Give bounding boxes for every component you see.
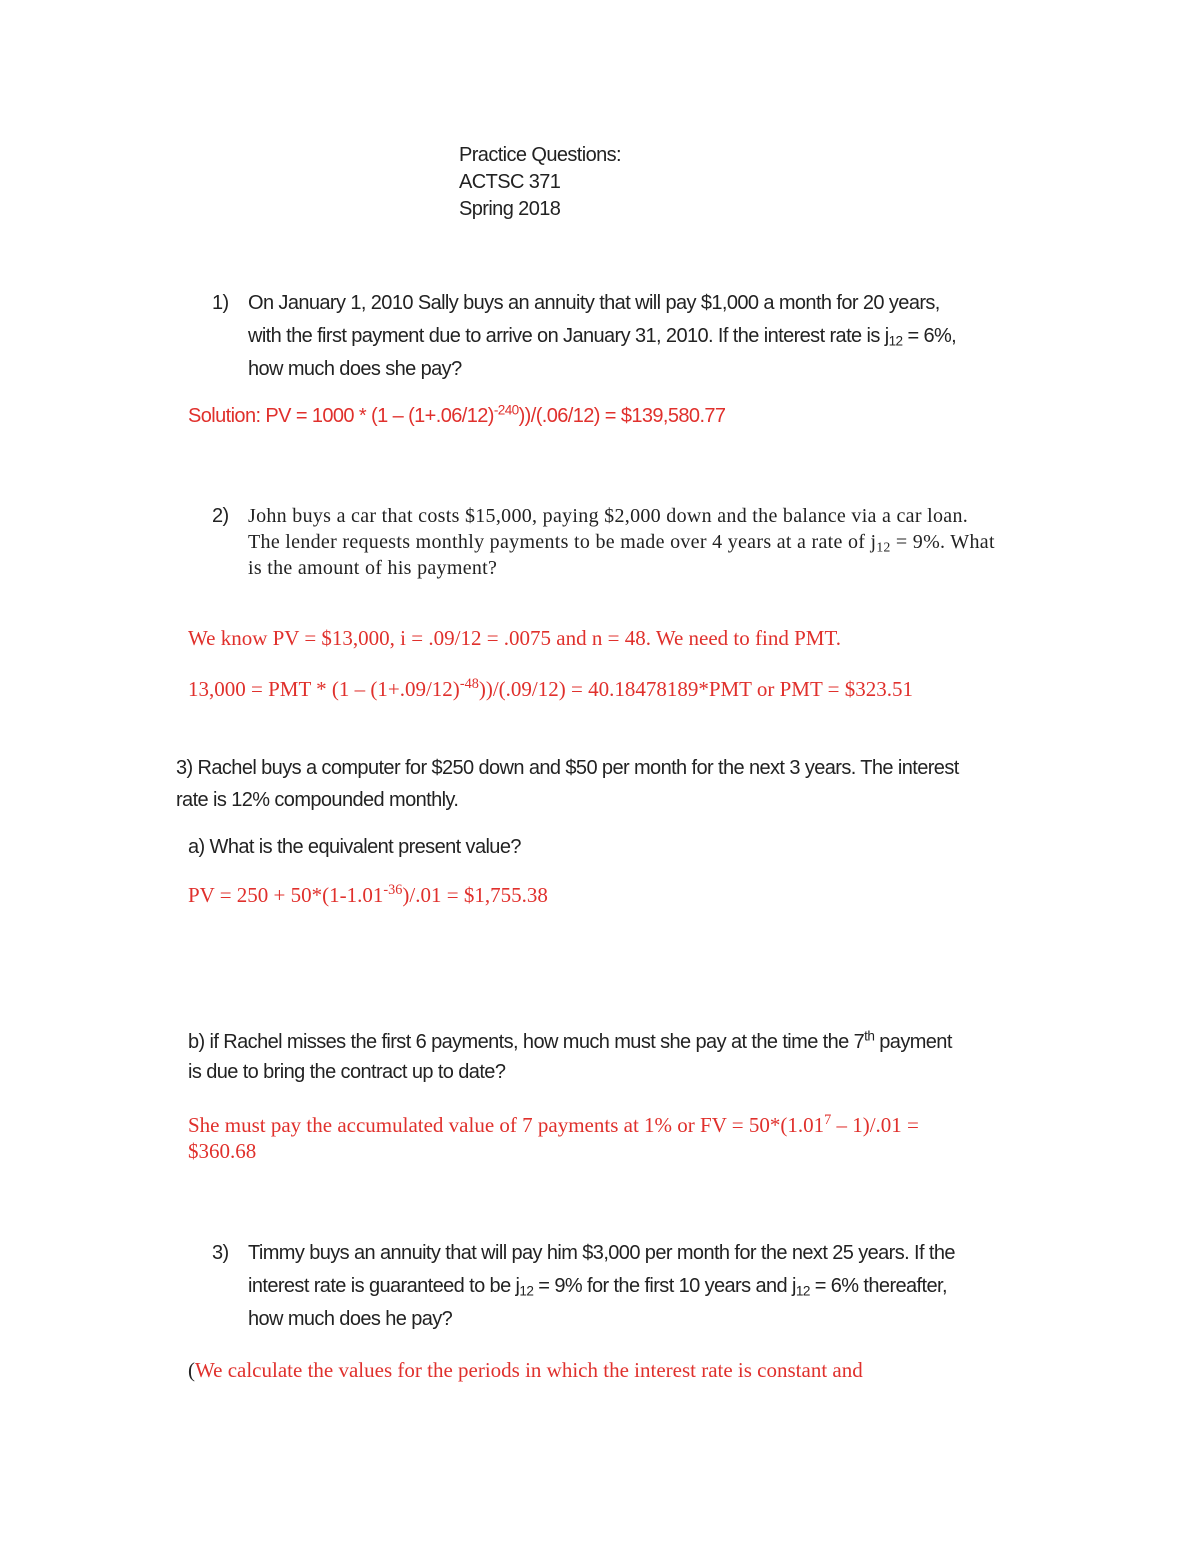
question-number: 1)	[212, 292, 229, 314]
question-number: 2)	[212, 505, 229, 527]
question-text: rate is 12% compounded monthly.	[176, 789, 459, 811]
question-text: interest rate is guaranteed to be $j_{12} = 9\%$ for the first 10 years and $j_{12} = 6\%$ thereafter,	[248, 1275, 947, 1299]
sub-question-b: b) if Rachel misses the first 6 payments, how much must she pay at the time the 7th payment	[188, 1028, 952, 1053]
header-title: Practice Questions:	[459, 144, 622, 166]
solution-text: We know PV = $13,000, i = .09/12 = .0075 and n = 48. We need to find PMT.	[188, 626, 841, 650]
question-text: John buys a car that costs $15,000, paying $2,000 down and the balance via a car loan.	[248, 505, 969, 527]
solution-text: $360.68	[188, 1139, 257, 1163]
question-number: 3)	[212, 1242, 229, 1264]
header-course: ACTSC 371	[459, 171, 561, 193]
question-text: how much does he pay?	[248, 1308, 453, 1330]
question-text: is the amount of his payment?	[248, 557, 498, 579]
question-text: Timmy buys an annuity that will pay him $3,000 per month for the next 25 years. If the	[248, 1242, 955, 1264]
solution-text: She must pay the accumulated value of 7 payments at 1% or FV = $50*(1.01^7 - 1)/.01$ =	[188, 1112, 919, 1137]
sub-question-a: a) What is the equivalent present value?	[188, 836, 521, 858]
header-term: Spring 2018	[459, 198, 561, 220]
solution-text: (We calculate the values for the periods in which the interest rate is constant and	[188, 1358, 863, 1382]
question-text: On January 1, 2010 Sally buys an annuity that will pay $1,000 a month for 20 years,	[248, 292, 940, 314]
solution-text: Solution: PV = $1000 * (1 - (1+.06/12)^{-240}))/(.06/12)$ = $139,580.77	[188, 402, 726, 427]
sub-question-b: is due to bring the contract up to date?	[188, 1061, 506, 1083]
question-text: how much does she pay?	[248, 358, 462, 380]
solution-text: PV = $250 + 50*(1-1.01^{-36})/.01$ = $1,755.38	[188, 882, 548, 907]
question-text: 3) Rachel buys a computer for $250 down and $50 per month for the next 3 years. The interest	[176, 757, 959, 779]
solution-text: 13,000 = PMT * $(1 - (1+.09/12)^{-48}))/(.09/12) = 40.18478189*PMT$ or PMT = $323.51	[188, 676, 914, 701]
question-text: The lender requests monthly payments to be made over 4 years at a rate of $j_{12} = 9\%$. What	[248, 531, 995, 555]
question-text: with the first payment due to arrive on January 31, 2010. If the interest rate is $j_{12} = 6\%$,	[248, 325, 957, 349]
